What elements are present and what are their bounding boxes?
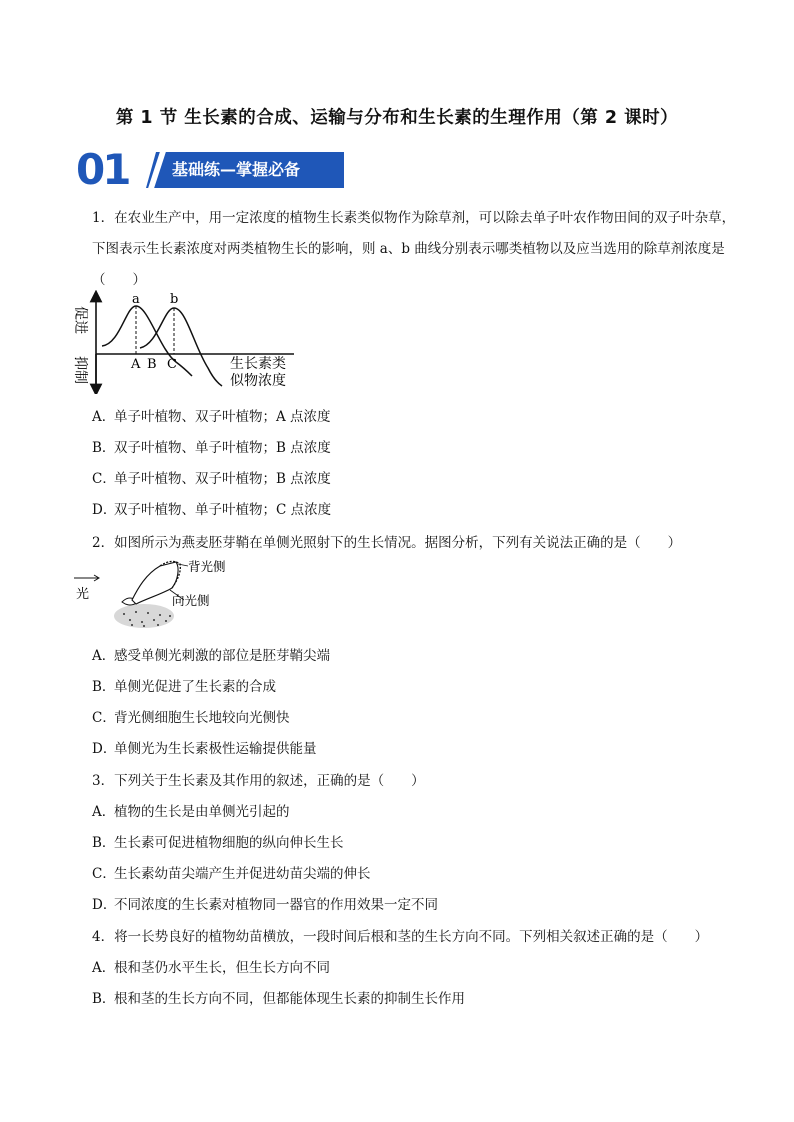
option-label: A． bbox=[92, 960, 116, 976]
option-text: 生长素可促进植物细胞的纵向伸长生长 bbox=[114, 835, 344, 851]
q2-option-c[interactable] bbox=[92, 706, 290, 726]
q4-stem: 4．将一长势良好的植物幼苗横放，一段时间后根和茎的生长方向不同。下列相关叙述正确的是（ ） bbox=[92, 929, 709, 945]
q1-stem-line-1: 1．在农业生产中，用一定浓度的植物生长素类似物作为除草剂，可以除去单子叶农作物田间的双子叶杂草， bbox=[92, 210, 736, 226]
option-text: 双子叶植物、单子叶植物；B 点浓度 bbox=[114, 440, 331, 456]
option-text: 感受单侧光刺激的部位是胚芽鞘尖端 bbox=[114, 648, 330, 664]
q3-option-a[interactable] bbox=[92, 800, 290, 820]
option-label: A． bbox=[92, 648, 116, 664]
point-C-label: C bbox=[167, 357, 177, 372]
q1-option-d[interactable] bbox=[92, 498, 331, 518]
q1-option-b[interactable] bbox=[92, 436, 331, 456]
option-label: D． bbox=[92, 502, 117, 518]
back-side-label: 背光侧 bbox=[188, 559, 226, 574]
point-A-label: A bbox=[131, 357, 141, 372]
q4-option-a[interactable] bbox=[92, 956, 330, 976]
curve-b bbox=[140, 308, 222, 386]
option-label: C． bbox=[92, 471, 116, 487]
option-label: D． bbox=[92, 741, 117, 757]
q1-figure-auxin-curves bbox=[70, 290, 310, 394]
curve-b-label: b bbox=[170, 292, 179, 307]
soil bbox=[114, 604, 174, 628]
option-text: 根和茎仍水平生长，但生长方向不同 bbox=[114, 960, 330, 976]
curve-a-label: a bbox=[132, 292, 140, 307]
light-side-label: 向光侧 bbox=[172, 593, 210, 608]
label-promote: 促进 bbox=[72, 306, 88, 334]
option-text: 单子叶植物、双子叶植物；B 点浓度 bbox=[114, 471, 331, 487]
q2-figure-coleoptile bbox=[72, 558, 232, 634]
option-label: D． bbox=[92, 897, 117, 913]
option-text: 植物的生长是由单侧光引起的 bbox=[114, 804, 290, 820]
option-label: C． bbox=[92, 710, 116, 726]
q1-option-c[interactable] bbox=[92, 467, 331, 487]
q2-option-d[interactable] bbox=[92, 737, 317, 757]
option-label: C． bbox=[92, 866, 116, 882]
q3-option-b[interactable] bbox=[92, 831, 344, 851]
option-text: 单子叶植物、双子叶植物；A 点浓度 bbox=[114, 409, 331, 425]
option-label: B． bbox=[92, 440, 116, 456]
option-label: B． bbox=[92, 679, 116, 695]
q3-stem: 3．下列关于生长素及其作用的叙述，正确的是（ ） bbox=[92, 773, 425, 789]
option-text: 背光侧细胞生长地较向光侧快 bbox=[114, 710, 290, 726]
section-title: 基础练—掌握必备 bbox=[172, 160, 301, 179]
q2-option-b[interactable] bbox=[92, 675, 276, 695]
x-axis-label-2: 似物浓度 bbox=[230, 373, 286, 389]
option-text: 不同浓度的生长素对植物同一器官的作用效果一定不同 bbox=[114, 897, 438, 913]
option-text: 单侧光为生长素极性运输提供能量 bbox=[114, 741, 317, 757]
light-label: 光 bbox=[76, 587, 90, 602]
section-number: 01 bbox=[76, 145, 129, 194]
point-B-label: B bbox=[147, 357, 157, 372]
option-label: B． bbox=[92, 835, 116, 851]
option-label: B． bbox=[92, 991, 116, 1007]
q2-stem: 2．如图所示为燕麦胚芽鞘在单侧光照射下的生长情况。据图分析，下列有关说法正确的是（ ） bbox=[92, 535, 682, 551]
section-banner bbox=[76, 145, 344, 194]
q1-option-a[interactable] bbox=[92, 405, 331, 425]
option-label: A． bbox=[92, 409, 116, 425]
q1-stem-line-2: 下图表示生长素浓度对两类植物生长的影响，则 a、b 曲线分别表示哪类植物以及应当选用的除草剂浓度是 bbox=[92, 241, 725, 257]
page-title: 第 1 节 生长素的合成、运输与分布和生长素的生理作用（第 2 课时） bbox=[115, 108, 679, 128]
q2-option-a[interactable] bbox=[92, 644, 330, 664]
option-text: 单侧光促进了生长素的合成 bbox=[114, 679, 276, 695]
q4-option-b[interactable] bbox=[92, 987, 465, 1007]
q3-option-c[interactable] bbox=[92, 862, 371, 882]
label-inhibit: 抑制 bbox=[72, 356, 88, 384]
q1-stem-line-3: （ ） bbox=[92, 272, 146, 288]
option-text: 双子叶植物、单子叶植物；C 点浓度 bbox=[114, 502, 332, 518]
back-side-leader bbox=[178, 564, 188, 566]
q3-option-d[interactable] bbox=[92, 893, 438, 913]
option-text: 根和茎的生长方向不同，但都能体现生长素的抑制生长作用 bbox=[114, 991, 465, 1007]
option-text: 生长素幼苗尖端产生并促进幼苗尖端的伸长 bbox=[114, 866, 371, 882]
x-axis-label-1: 生长素类 bbox=[230, 356, 286, 372]
option-label: A． bbox=[92, 804, 116, 820]
